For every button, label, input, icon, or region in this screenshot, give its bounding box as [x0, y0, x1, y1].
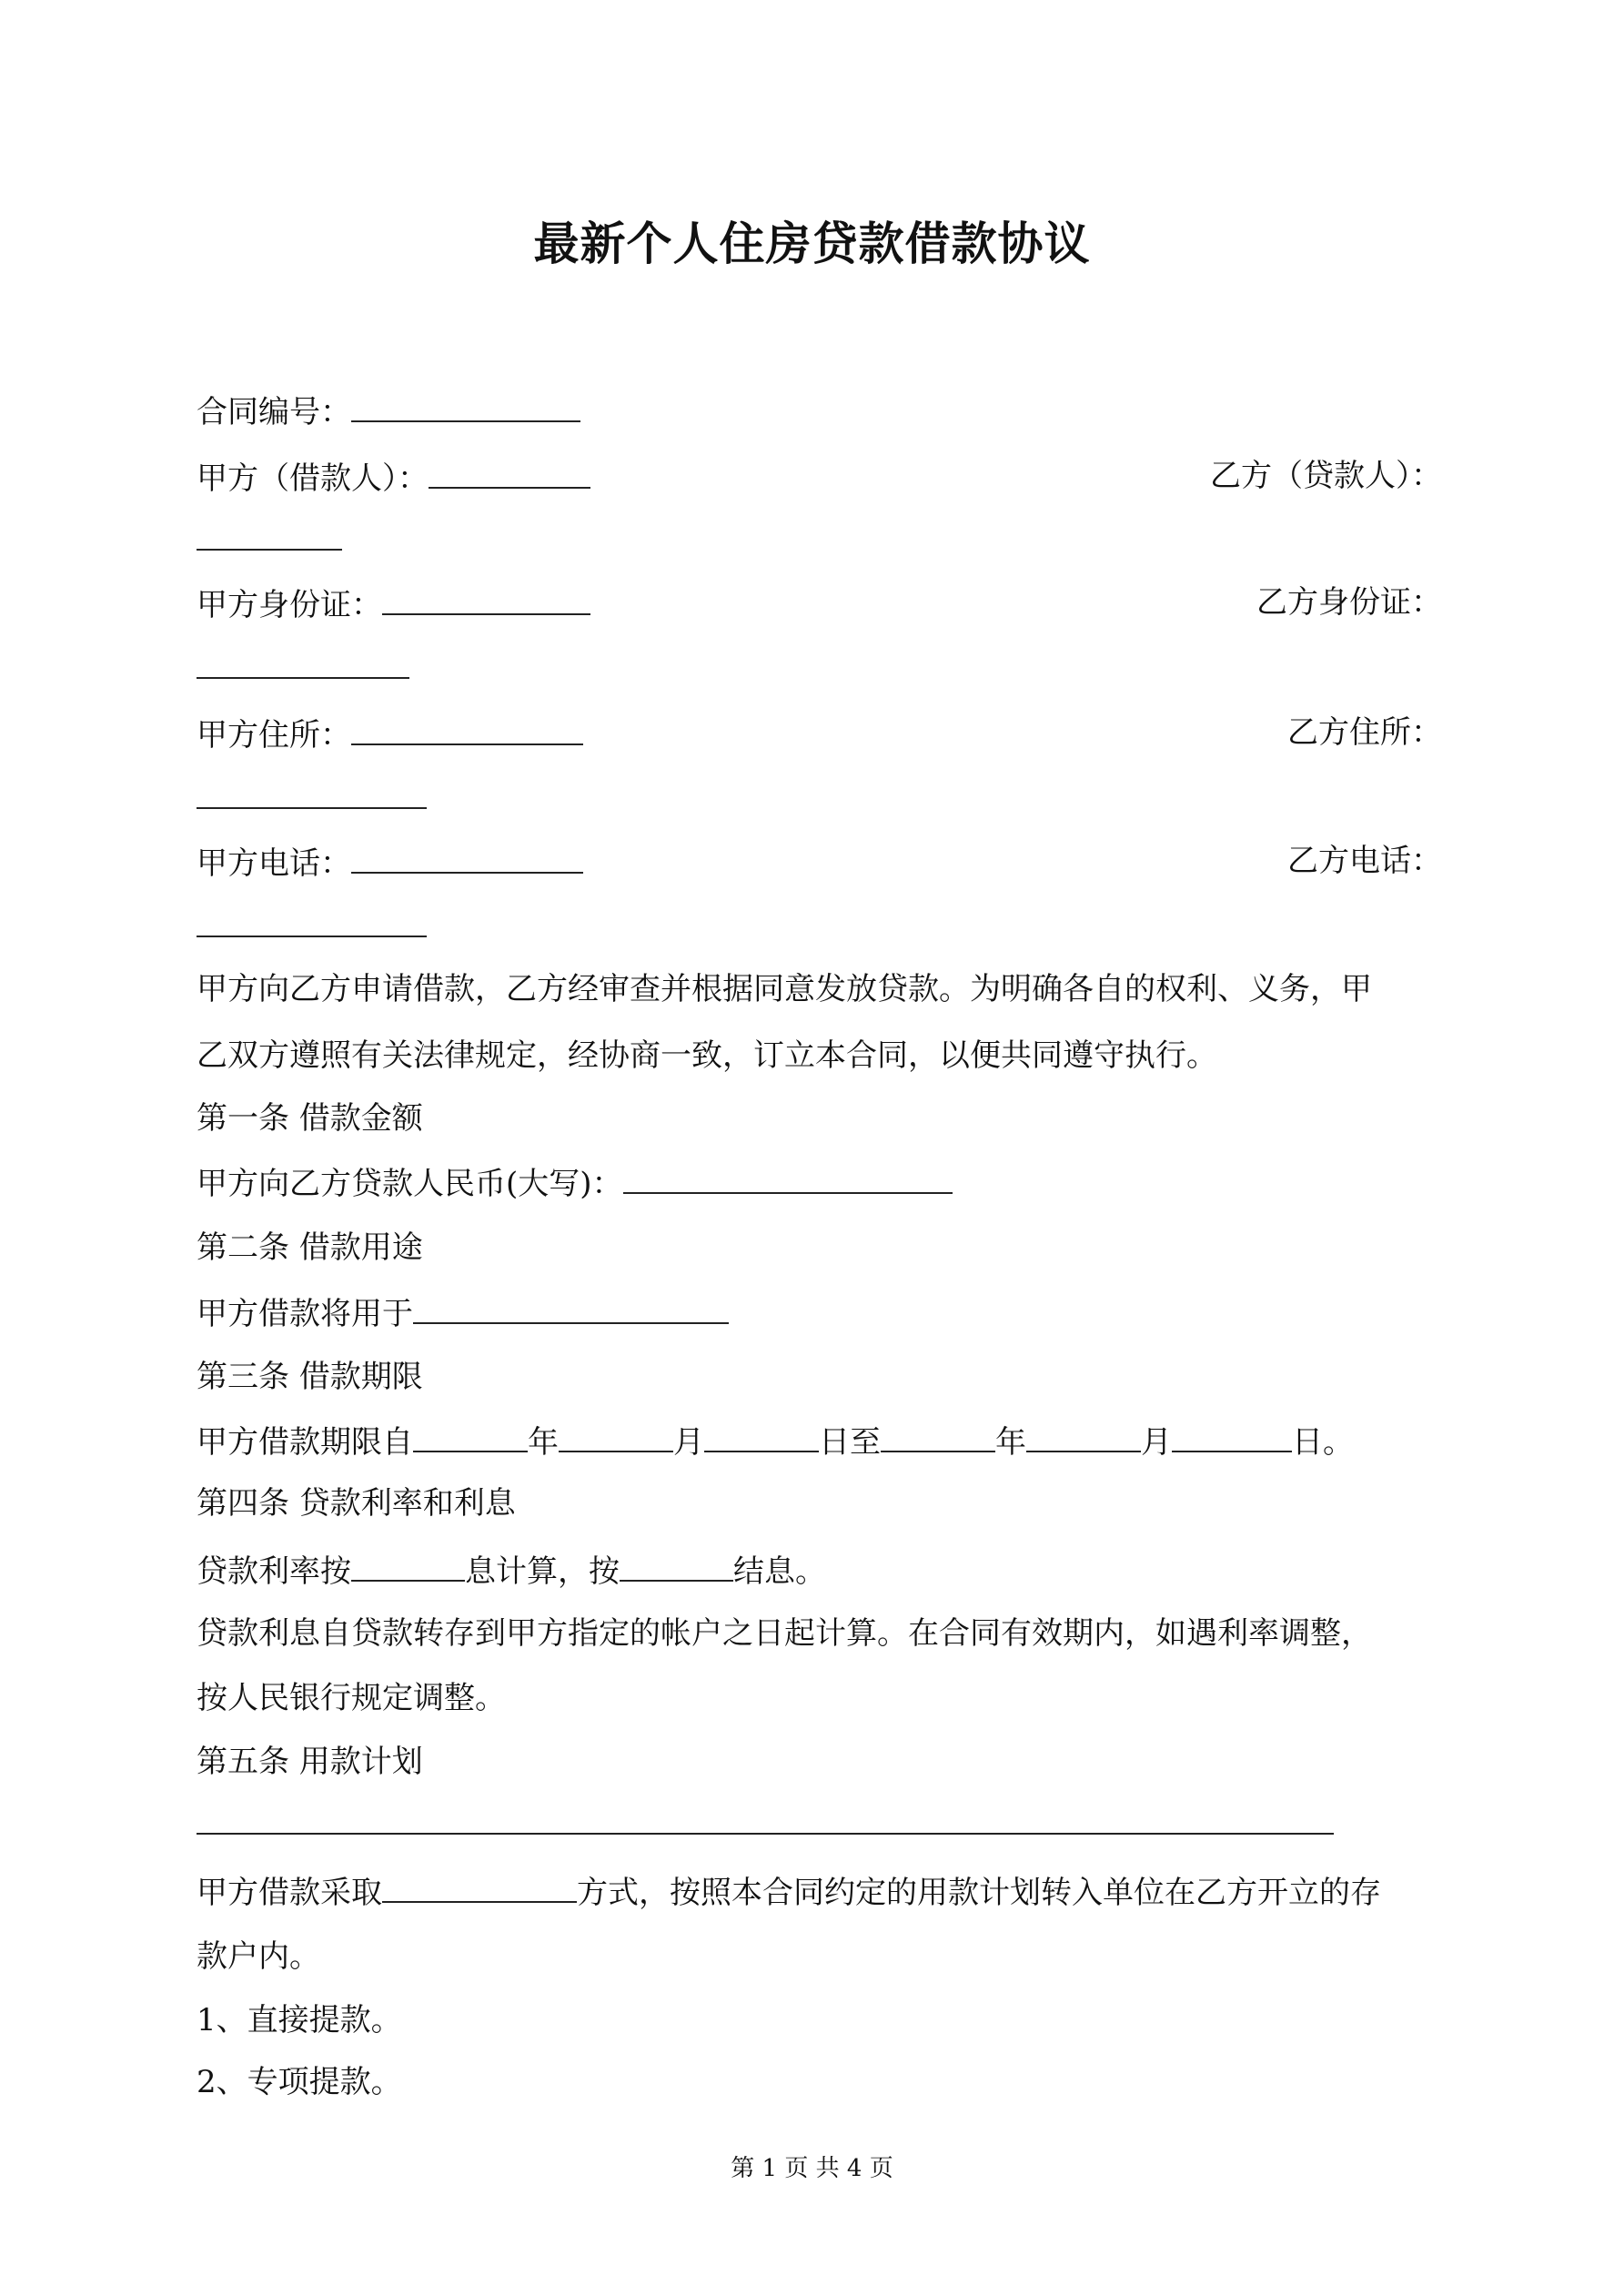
party-b-label: 乙方（贷款人）：: [1210, 458, 1442, 494]
label: 甲方借款将用于: [197, 1296, 413, 1332]
article-4-rate: [197, 1549, 826, 1592]
party-a-addr-line: [197, 713, 583, 755]
label: 日至: [819, 1424, 881, 1461]
label: 甲方借款期限自: [197, 1424, 413, 1461]
label: 方式，按照本合同约定的用款计划转入单位在乙方开立的存: [577, 1875, 1381, 1911]
party-a-blank[interactable]: [429, 456, 590, 489]
intro-line-2: 乙双方遵照有关法律规定，经协商一致，订立本合同，以便共同遵守执行。: [197, 1037, 1217, 1074]
method-blank[interactable]: [382, 1870, 577, 1903]
article-4-text-1: 贷款利息自贷款转存到甲方指定的帐户之日起计算。在合同有效期内，如遇利率调整，: [197, 1615, 1372, 1652]
intro-line-1: 甲方向乙方申请借款，乙方经审查并根据同意发放贷款。为明确各自的权利、义务，甲: [197, 971, 1372, 1007]
party-a-line: [197, 456, 590, 499]
party-a-id-line: [197, 582, 590, 625]
article-5-heading: 第五条 用款计划: [197, 1744, 423, 1780]
party-a-phone-line: [197, 841, 583, 884]
end-year-blank[interactable]: [881, 1420, 995, 1452]
label: 甲方住所：: [197, 717, 351, 754]
label: 年: [528, 1424, 559, 1461]
page-footer: 第 1 页 共 4 页: [731, 2155, 893, 2182]
party-a-id-blank[interactable]: [382, 582, 590, 615]
article-4-heading: 第四条 贷款利率和利息: [197, 1485, 516, 1522]
article-3-text: [197, 1420, 1354, 1462]
article-4-text-2: 按人民银行规定调整。: [197, 1680, 506, 1716]
end-day-blank[interactable]: [1172, 1420, 1292, 1452]
end-month-blank[interactable]: [1026, 1420, 1141, 1452]
contract-no-blank[interactable]: [351, 389, 580, 422]
article-3-heading: 第三条 借款期限: [197, 1359, 423, 1395]
party-b-blank[interactable]: [197, 549, 342, 551]
party-b-phone-label: 乙方电话：: [1287, 843, 1442, 879]
label: 年: [995, 1424, 1026, 1461]
plan-blank-line[interactable]: [197, 1833, 1334, 1835]
party-a-addr-blank[interactable]: [351, 713, 583, 745]
label: 甲方（借款人）：: [197, 460, 429, 497]
label: 月: [1141, 1424, 1172, 1461]
start-month-blank[interactable]: [559, 1420, 673, 1452]
party-b-id-blank[interactable]: [197, 677, 409, 679]
settlement-blank[interactable]: [620, 1549, 733, 1582]
start-year-blank[interactable]: [413, 1420, 528, 1452]
article-1-heading: 第一条 借款金额: [197, 1100, 423, 1137]
label: 息计算，按: [465, 1553, 620, 1590]
article-5-cont: 款户内。: [197, 1938, 320, 1975]
label: 甲方借款采取: [197, 1875, 382, 1911]
label: 月: [673, 1424, 704, 1461]
contract-no-line: [197, 389, 580, 432]
party-a-phone-blank[interactable]: [351, 841, 583, 874]
label: 甲方身份证：: [197, 587, 382, 623]
label: 贷款利率按: [197, 1553, 351, 1590]
article-2-heading: 第二条 借款用途: [197, 1229, 423, 1266]
label: 甲方向乙方贷款人民币(大写)：: [197, 1166, 623, 1202]
article-1-text: [197, 1161, 953, 1204]
list-item: 2、专项提款。: [197, 2064, 402, 2100]
label: 合同编号：: [197, 394, 351, 430]
purpose-blank[interactable]: [413, 1291, 729, 1324]
article-2-text: [197, 1291, 729, 1334]
article-5-text: [197, 1870, 1381, 1913]
label: 结息。: [733, 1553, 826, 1590]
list-item: 1、直接提款。: [197, 2002, 402, 2038]
party-b-addr-blank[interactable]: [197, 807, 427, 809]
document-title: 最新个人住房贷款借款协议: [533, 217, 1091, 270]
party-b-id-label: 乙方身份证：: [1256, 584, 1442, 621]
party-b-addr-label: 乙方住所：: [1287, 714, 1442, 751]
rate-basis-blank[interactable]: [351, 1549, 465, 1582]
amount-blank[interactable]: [623, 1161, 953, 1194]
label: 甲方电话：: [197, 845, 351, 882]
party-b-phone-blank[interactable]: [197, 936, 427, 937]
start-day-blank[interactable]: [704, 1420, 819, 1452]
label: 日。: [1292, 1424, 1354, 1461]
